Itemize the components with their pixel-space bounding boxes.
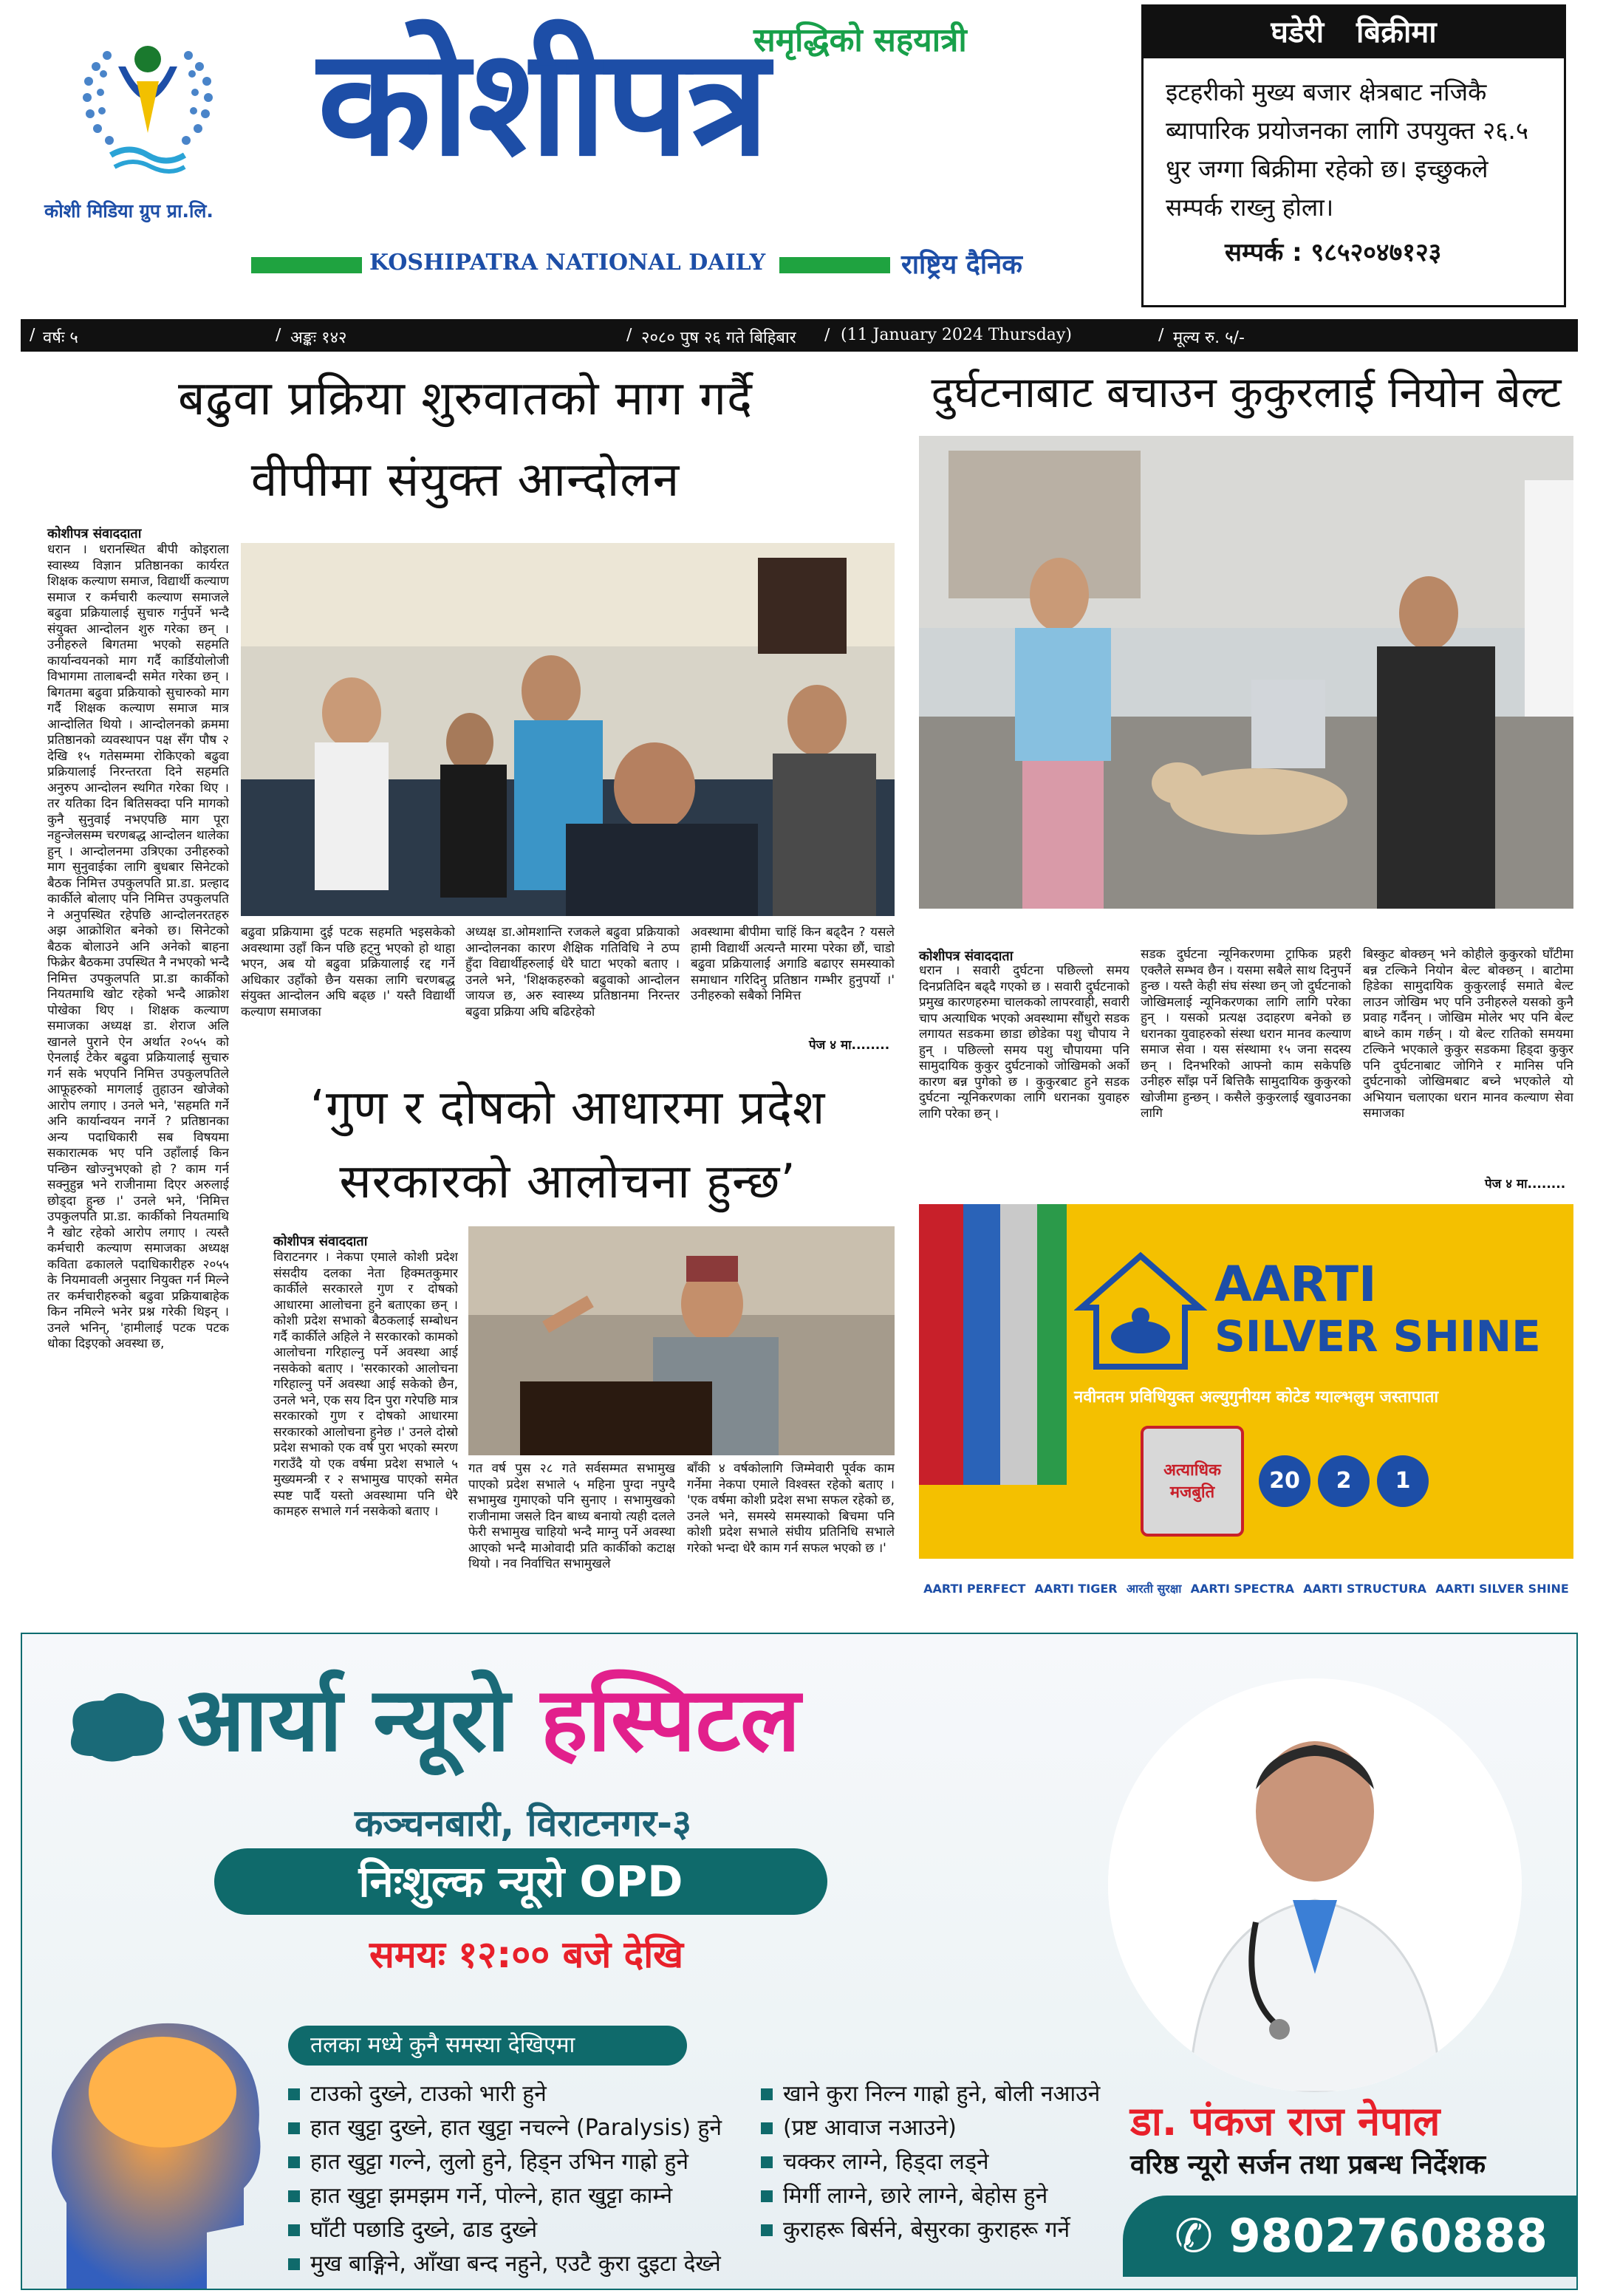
roof-sheets-illustration (919, 1204, 1067, 1485)
problem-item: टाउको दुख्ने, टाउको भारी हुने (288, 2077, 768, 2111)
slash-icon: ∕ (276, 326, 281, 344)
aarti-brand: AARTI (1214, 1256, 1377, 1313)
house-lotus-icon (1074, 1248, 1207, 1374)
free-opd-banner: निःशुल्क न्यूरो OPD (214, 1848, 827, 1915)
story1-page-ref: पेज ४ मा........ (809, 1038, 890, 1053)
product-tiger: AARTI TIGER (1034, 1581, 1118, 1596)
story2-photo-speaker (468, 1226, 895, 1455)
hospital-address: कञ्चनबारी, विराटनगर-३ (355, 1802, 692, 1845)
product-suraksha: आरती सुरक्षा (1126, 1582, 1182, 1596)
product-structura: AARTI STRUCTURA (1303, 1581, 1427, 1596)
problems-list-left (288, 2077, 768, 2281)
green-rule-left (251, 257, 362, 273)
story2-column2: गत वर्ष पुस २८ गते सर्वसम्मत सभामुख पाएको प्रदेश सभाले ५ महिना पुग्दा नपुग्दै सभामुख गुमाएको पनि सुनाए । सभामुखको राजीनामा जसले दिन बाध्य बनायो त्यही दलले फेरी सभामुख चाहियो भन्दै माग्नु पर्ने अवस्था आएको भन्दै माओवादी प्रति कार्कीको कटाक्ष थियो । नव निर्वाचित सभामुखले (468, 1461, 675, 1571)
nepali-subtitle: राष्ट्रिय दैनिक (901, 250, 1022, 280)
problem-item: हात खुट्टा गल्ने, लुलो हुने, हिड्न उभिन गाह्रो हुने (288, 2145, 768, 2179)
date-nepali: २०८० पुष २६ गते बिहिबार (641, 329, 796, 347)
story3-headline: दुर्घटनाबाट बचाउन कुकुरलाई नियोन बेल्ट (931, 367, 1562, 417)
problem-item: मुख बाङ्गिने, आँखा बन्द नहुने, एउटै कुरा दुइटा देख्ने (288, 2247, 768, 2281)
problem-item: (प्रष्ट आवाज नआउने) (761, 2111, 1108, 2145)
problem-item: घाँटी पछाडि दुख्ने, ढाड दुख्ने (288, 2213, 768, 2247)
story2-column1: विराटनगर । नेकपा एमाले कोशी प्रदेश संसदीय दलका नेता हिक्मतकुमार कार्कीले सरकारले गुण र दोषको आधारमा आलोचना हुने बताएका छन् । कोशी प्रदेश सभाको बैठकलाई सम्बोधन गर्दै कार्कीले अहिले ने सरकारको कामको आलोचना गरिहाल्नु पर्ने अवस्था आई नसकेको बताए । 'सरकारको आलोचना गरिहाल्नु पर्ने अवस्था आई सकेको छैन, उनले भने, एक सय दिन पुरा गरेपछि मात्र सरकारको गुण र दोषको आधारमा सरकारको आलोचना हुनेछ ।' उनले दोस्रो प्रदेश सभाको एक वर्ष पुरा भएको स्मरण गराउँदै यो एक वर्षमा प्रदेश सभाले ५ मुख्यमन्त्री र २ सभामुख पाएको समेत स्पष्ट पार्दै यस्तो अवस्थामा पनि धेरै कामहरु सभाले गर्न नसकेको बताए । (273, 1250, 458, 1519)
story1-byline: कोशीपत्र संवाददाता (47, 526, 142, 541)
green-rule-right (779, 257, 890, 273)
masthead-subtitle-bar (251, 250, 1093, 279)
price-label: मूल्य रु. ५/- (1173, 329, 1245, 347)
slash-icon: ∕ (824, 326, 830, 344)
classified-body: इटहरीको मुख्य बजार क्षेत्रबाट नजिकै ब्यापारिक प्रयोजनका लागि उपयुक्त २६.५ धुर जग्गा बिक्रीमा रहेको छ। इच्छुकले सम्पर्क राख्नु होला। (1166, 78, 1529, 222)
newspaper-title: कोशीपत्र (318, 17, 768, 189)
story1-photo-meeting (241, 543, 895, 916)
problems-heading: तलका मध्ये कुनै समस्या देखिएमा (288, 2026, 687, 2066)
phone-number: 9802760888 (1228, 2209, 1548, 2263)
problem-item: हात खुट्टा झमझम गर्ने, पोल्ने, हात खुट्टा काम्ने (288, 2179, 768, 2213)
story3-column1: धरान । सवारी दुर्घटना पछिल्लो समय दिनप्रतिदिन बढ्दै गएको छ । सवारी दुर्घटनाको प्रमुख कारणहरुमा चालकको लापरवाही, सवारी चाप अत्याधिक भएको अवस्थामा सौंधुरो सडक लगायत सडकमा छाडा छोडेका पशु चौपाय ने हुन् । पछिल्लो समय पशु चौपायमा पनि सामुदायिक कुकुर दुर्घटनाको जोखिमको अर्को कारण बन्न पुगेको छ । कुकुरबाट हुने सडक दुर्घटना न्यूनिकरणका लागि धरानका युवाहरु लागि परेका छन् । (919, 963, 1129, 1121)
problem-item: मिर्गी लाग्ने, छारे लाग्ने, बेहोस हुने (761, 2179, 1108, 2213)
story3-byline: कोशीपत्र संवाददाता (919, 949, 1014, 964)
masthead-tagline: समृद्धिको सहयात्री (753, 21, 967, 59)
slash-icon: ∕ (626, 326, 632, 344)
aarti-silver-shine-ad (919, 1204, 1573, 1618)
classified-contact: सम्पर्क : ९८५२०४७१२३ (1225, 238, 1442, 267)
aarti-product: SILVER SHINE (1214, 1311, 1541, 1361)
doctor-name: डा. पंकज राज नेपाल (1130, 2098, 1440, 2145)
aarti-product-strip (919, 1559, 1573, 1618)
story3-photo-dog-belt (919, 436, 1573, 909)
koshi-media-logo (66, 22, 229, 177)
problem-item: कुराहरू बिर्सने, बेसुरका कुराहरू गर्ने (761, 2213, 1108, 2247)
logo-caption: कोशी मिडिया ग्रुप प्रा.लि. (44, 200, 213, 222)
brain-logo-icon (52, 1686, 170, 1767)
phone-icon: ✆ (1175, 2209, 1229, 2263)
story2-headline-line1: ‘गुण र दोषको आधारमा प्रदेश (310, 1081, 826, 1135)
product-perfect: AARTI PERFECT (923, 1581, 1026, 1596)
stat-badge-2: 2 (1318, 1455, 1370, 1507)
aarti-tagline: नवीनतम प्रविधियुक्त अल्युगुनीयम कोटेड ग्याल्भलुम जस्तापाता (1074, 1388, 1439, 1407)
strength-badge: अत्याधिक मजबुति (1141, 1426, 1244, 1537)
story1-headline-line1: बढुवा प्रक्रिया शुरुवातको माग गर्दै (177, 372, 753, 426)
problem-item: खाने कुरा निल्न गाह्रो हुने, बोली नआउने (761, 2077, 1108, 2111)
date-english: (11 January 2024 Thursday) (841, 326, 1072, 344)
slash-icon: ∕ (1158, 326, 1164, 344)
doctor-photo (1108, 1678, 1522, 2092)
problem-item: हात खुट्टा दुख्ने, हात खुट्टा नचल्ने (Paralysis) हुने (288, 2111, 768, 2145)
story3-column3: बिस्कुट बोक्छन् भने कोहीले कुकुरको घाँटीमा बन्न टल्किने नियोन बेल्ट बोक्छन् । बाटोमा हिडेका सामुदायिक कुकुरलाई समाते बेल्ट लाउन जोखिम भए पनि उनीहरुले यसको कुनै प्रवाह गर्दैनन् । जोखिम मोलेर भए पनि बेल्ट बाध्ने काम गर्छन् । यो बेल्ट रातिको समयमा टल्किने भएकाले कुकुर सडकमा हिड्दा कुकुर पनि दुर्घटनाबाट जोगिने र मानिस पनि दुर्घटनाको जोखिमबाट बच्ने भएकोले यो अभियान चलाएका धरान मानव कल्याण सेवा समाजका (1363, 947, 1573, 1121)
arya-neuro-hospital-ad (21, 1633, 1578, 2290)
problems-list-right (761, 2077, 1108, 2247)
english-name: KOSHIPATRA NATIONAL DAILY (369, 250, 766, 276)
hospital-phone (1123, 2196, 1578, 2277)
stat-badge-3: 1 (1377, 1455, 1429, 1507)
slash-icon: ∕ (30, 326, 35, 344)
opd-time: समयः १२:०० बजे देखि (369, 1933, 684, 1976)
hospital-name-part1: आर्या न्यूरो (177, 1669, 510, 1771)
story2-headline-line2: सरकारको आलोचना हुन्छ’ (339, 1155, 796, 1209)
story1-column4: अवस्थामा बीपीमा चाहिं किन बढ्दैन ? यसले हामी विद्यार्थी अत्यन्तै मारमा परेका छौं, चाडो बढुवा प्रक्रियालाई अगाडि बढाएर समस्याको समाधान गरिदिनु प्रतिष्ठान गम्भीर हुनुपर्यो ।' उनीहरुको सबैको निमित्त (691, 925, 895, 1003)
story2-column3: बाँकी ४ वर्षकोलागि जिम्मेवारी पूर्वक काम गर्नेमा नेकपा एमाले विश्वस्त रहेको बताए । 'एक वर्षमा कोशी प्रदेश सभा सफल रहेको छ, उनले भने, समस्ये समस्याको बिचमा पनि कोशी प्रदेश सभाले संघीय प्रतिनिधि सभाले गरेको भन्दा धेरै काम गर्न सफल भएको छ ।' (687, 1461, 895, 1556)
product-spectra: AARTI SPECTRA (1190, 1581, 1294, 1596)
story2-byline: कोशीपत्र संवाददाता (273, 1234, 368, 1249)
doctor-role: वरिष्ठ न्यूरो सर्जन तथा प्रबन्ध निर्देशक (1130, 2150, 1486, 2180)
year-label: वर्षः ५ (43, 329, 78, 347)
stat-badge-1: 20 (1259, 1455, 1310, 1507)
issue-info-strip (21, 319, 1578, 352)
classified-ad-box (1141, 4, 1566, 307)
brain-head-illustration (22, 1981, 303, 2290)
story1-headline-line2: वीपीमा संयुक्त आन्दोलन (250, 453, 680, 508)
story1-column1: धरान । धरानस्थित बीपी कोइराला स्वास्थ्य विज्ञान प्रतिष्ठानका कार्यरत शिक्षक कल्याण समाज, विद्यार्थी कल्याण समाज र कर्मचारी कल्याण समाजले बढुवा प्रक्रियालाई सुचारु गर्नुपर्ने भन्दै संयुक्त आन्दोलन शुरु गरेका छन् । उनीहरुले बिगतमा भएको सहमति कार्यान्वयनको माग गर्दै कार्डियोलोजी विभागमा तालाबन्दी समेत गरेका छन् । बिगतमा बढुवा प्रक्रियाको सुचारुको माग गर्दै शिक्षक कल्याण समाज मात्र आन्दोलित थियो । आन्दोलनको क्रममा प्रतिष्ठानको व्यवस्थापन पक्ष सँग पौष २ देखि १५ गतेसम्ममा रोकिएको बढुवा प्रक्रियालाई निरन्तरता दिने सहमति अनुरुप आन्दोलन स्थगित गरेका थिए । तर यतिका दिन बितिसक्दा पनि मागको कुनै सुनुवाई नभएपछि माग पूरा नहुन्जेलसम्म चरणबद्ध आन्दोलन थालेका हुन् । आन्दोलनमा उत्रिएका उनीहरुको माग सुनुवाईका लागि बुधबार सिनेटको बैठक निमित्त उपकुलपति प्रा.डा. प्रल्हाद कार्कीले बोलाए पनि निमित्त उपकुलपति ने अनुपस्थित रहेपछि आन्दोलनरतहरु अझ आक्रोशित बनेको छ। सिनेटको बैठक बोलाउने अनि अनेको बाहना फिक्रेर बैठकमा उपस्थित नै नभएको भन्दै निमित्त उपकुलपति प्रा.डा कार्कीको नियतमाथि खोट रहेको भन्दै आक्रोश पोखेका थिए । शिक्षक कल्याण समाजका अध्यक्ष डा. शेराज अलि खानले पुराने ऐन अर्थात २०५५ को ऐनलाई टेकेर बढुवा प्रक्रियालाई सुचारु गर्न सके भएपनि निमित्त उपकुलपतिले आफूहरुको मागलाई तुहाउन खोजेको आरोप लगाए । उनले भने, 'सहमति गर्ने अनि कार्यान्वयन नगर्ने ? प्रतिष्ठानका अन्य पदाधिकारी सब विषयमा सकारात्मक भए पनि उहाँलाई किन पन्छिन खोज्नुभएको हो ? काम गर्न सक्नुहुन्न भने राजीनामा दिएर अरुलाई छोड्दा हुन्छ ।' उनले भने, 'निमित्त उपकुलपति प्रा.डा. कार्कीको नियतमाथि नै खोट रहेको आरोप लगाए । त्यस्तै कर्मचारी कल्याण समाजका अध्यक्ष कविता ढकालले पदाधिकारीहरु २०५५ के नियमावली अनुसार नियुक्त गर्न मिल्ने तर कर्मचारीहरुको बढुवा प्रक्रियाबाहेक किन नमिल्ने भनेर प्रश्न गरेकी थिइन् । उनले भनिन्, 'हामीलाई पटक पटक धोका दिइएको अवस्था छ, (47, 542, 229, 1351)
hospital-name-part2: हस्पिटल (541, 1669, 801, 1771)
story3-column2: सडक दुर्घटना न्यूनिकरणमा ट्राफिक प्रहरी एक्लैले सम्भव छैन । यसमा सबैले साथ दिनुपर्ने हुन्छ । यस्तै केही संघ संस्था छन् जो दुर्घटनाको जोखिमलाई न्यूनिकरणका लागि लागि परेका हुन् । यसको प्रत्यक्ष उदाहरण बनेको छ धरानका युवाहरुको संस्था धरान मानव कल्याण समाज सेवा । यस संस्थामा १५ जना सदस्य छन् । दिनभरिको आफ्नो काम सकेपछि उनीहरु साँझ पर्ने बित्तिकै सामुदायिक कुकुरको खोजीमा हुन्छन् । कसैले कुकुरलाई खुवाउनका लागि (1141, 947, 1351, 1121)
product-silver-shine: AARTI SILVER SHINE (1435, 1581, 1569, 1596)
problem-item: चक्कर लाग्ने, हिड्दा लड्ने (761, 2145, 1108, 2179)
story1-column2: बढुवा प्रक्रियामा दुई पटक सहमति भइसकेको अवस्थामा उहाँ किन पछि हट्नु भएको हो थाहा भएन, अब यो बढुवा प्रक्रियालाई रद्द गर्ने अधिकार उहाँको छैन यसका लागि चरणबद्ध संयुक्त आन्दोलन अघि बढ्छ ।' यस्तै विद्यार्थी कल्याण समाजका (241, 925, 455, 1019)
story3-page-ref: पेज ४ मा........ (1485, 1177, 1566, 1192)
classified-heading: घडेरी बिक्रीमा (1144, 7, 1564, 58)
story1-column3: अध्यक्ष डा.ओमशान्ति रजकले बढुवा प्रक्रियाको आन्दोलनका कारण शैक्षिक गतिविधि ने ठप्प हुँदा विद्यार्थीहरुलाई धेरै घाटा भएको बताए । उनले भने, 'शिक्षकहरुको बढुवाको आन्दोलन जायज छ, अरु स्वास्थ्य प्रतिष्ठानमा निरन्तर बढुवा प्रक्रिया अघि बढिरहेको (465, 925, 680, 1019)
issue-label: अङ्कः १४२ (290, 329, 347, 347)
hospital-name (177, 1656, 801, 1777)
